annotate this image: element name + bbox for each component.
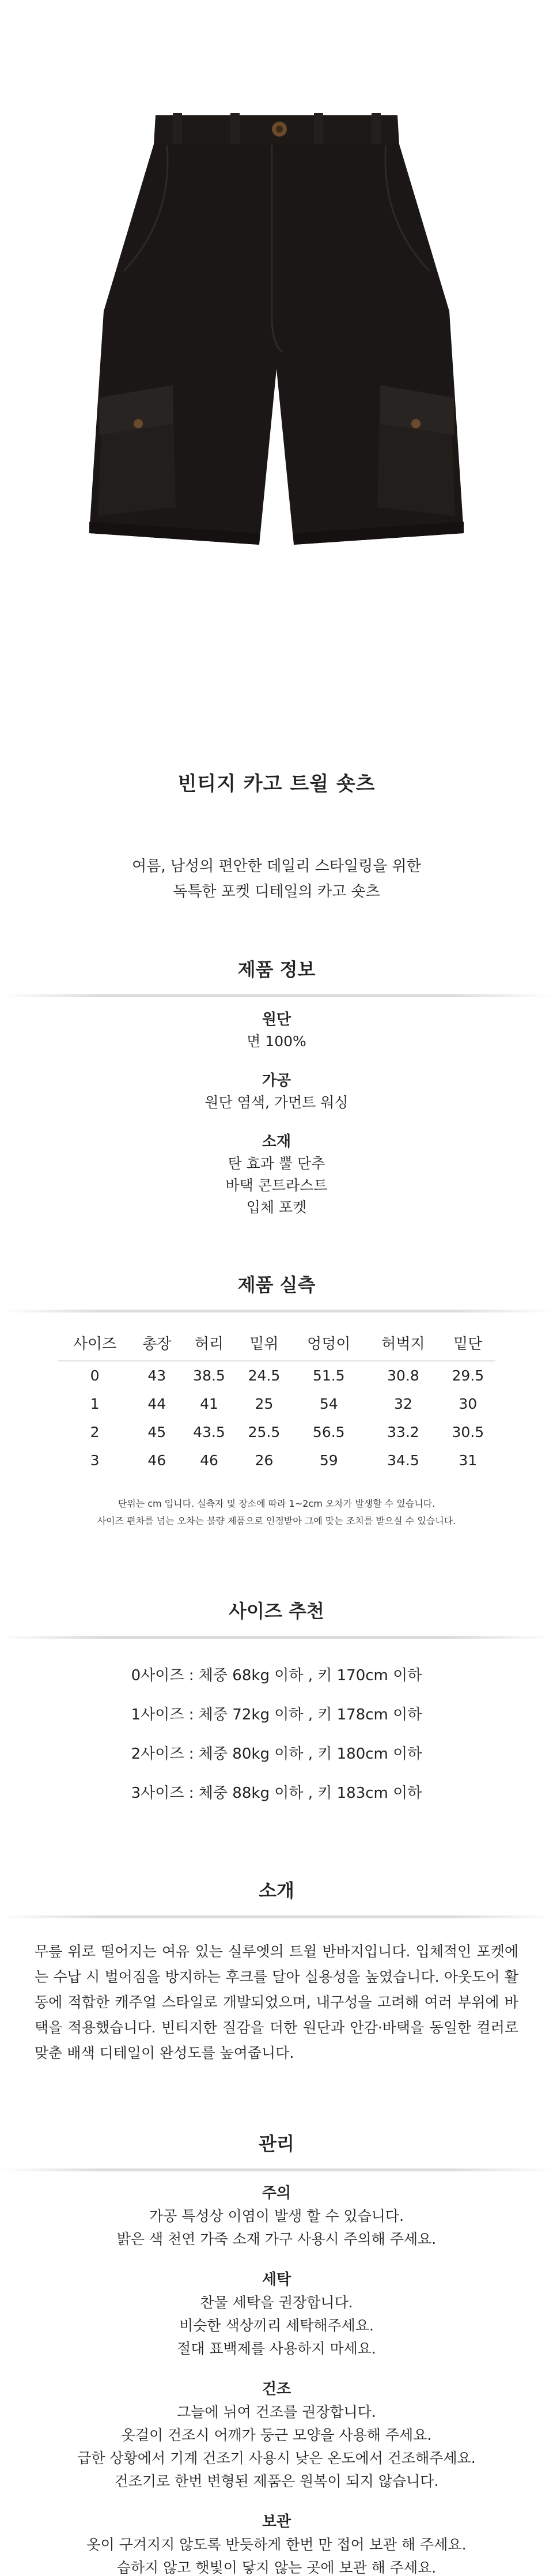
table-cell: 29.5 xyxy=(452,1367,484,1384)
size-table-header: 사이즈 xyxy=(73,1336,117,1353)
table-cell: 0 xyxy=(90,1367,100,1384)
spec-label: 원단 xyxy=(262,1011,291,1028)
table-cell: 34.5 xyxy=(387,1452,419,1469)
recommend-list xyxy=(0,1656,553,1813)
size-table-header: 허리 xyxy=(194,1336,224,1353)
care-line: 찬물 세탁을 권장합니다. xyxy=(200,2294,353,2311)
care-group-caution xyxy=(0,2182,553,2251)
product-description xyxy=(0,854,553,904)
table-cell: 25 xyxy=(255,1396,274,1412)
intro-text: 무릎 위로 떨어지는 여유 있는 실루엣의 트윌 반바지입니다. 입체적인 포켓에는 수납 시 벌어짐을 방지하는 후크를 달아 실용성을 높였습니다. 아웃도어 활동에 적합한 캐주얼 스타일로 개발되었으며, 내구성을 고려해 여러 부위에 바택을 적용했습니다. 빈티지한 질감을 더한 원단과 안감·바택을 동일한 컬러로 맞춘 배색 디테일이 완성도를 높여줍니다. xyxy=(35,1943,518,2061)
table-cell: 45 xyxy=(147,1424,166,1440)
intro-section-title: 소개 xyxy=(259,1880,294,1902)
product-hero xyxy=(0,0,553,726)
table-cell: 56.5 xyxy=(312,1424,345,1440)
care-line: 급한 상황에서 기계 건조기 사용시 낮은 온도에서 건조해주세요. xyxy=(77,2450,476,2466)
care-label: 보관 xyxy=(262,2513,291,2530)
product-description-line: 독특한 포켓 디테일의 카고 숏츠 xyxy=(173,883,380,900)
table-cell: 24.5 xyxy=(248,1367,281,1384)
section-divider xyxy=(0,1310,553,1312)
table-row xyxy=(58,1446,495,1474)
table-cell: 30 xyxy=(459,1396,478,1412)
product-title: 빈티지 카고 트윌 숏츠 xyxy=(177,772,376,795)
product-description-line: 여름, 남성의 편안한 데일리 스타일링을 위한 xyxy=(132,858,421,875)
care-line: 습하지 않고 햇빛이 닿지 않는 곳에 보관 해 주세요. xyxy=(116,2559,437,2576)
measure-note-line: 단위는 cm 입니다. 실측자 및 장소에 따라 1~2cm 오차가 발생할 수 있습니다. xyxy=(118,1498,435,1509)
spec-value: 탄 효과 뿔 단추 xyxy=(228,1155,325,1172)
table-cell: 3 xyxy=(90,1452,100,1469)
care-label: 건조 xyxy=(262,2381,291,2398)
table-cell: 26 xyxy=(255,1452,274,1469)
spec-value: 입체 포켓 xyxy=(246,1199,307,1216)
table-cell: 32 xyxy=(394,1396,412,1412)
recommend-section-title: 사이즈 추천 xyxy=(229,1600,324,1622)
table-cell: 59 xyxy=(319,1452,338,1469)
table-cell: 41 xyxy=(200,1396,218,1412)
care-label: 세탁 xyxy=(262,2271,291,2288)
table-cell: 33.2 xyxy=(387,1424,419,1440)
size-table-header: 총장 xyxy=(142,1336,172,1353)
table-cell: 25.5 xyxy=(248,1424,281,1440)
recommend-line: 1사이즈 : 체중 72kg 이하 , 키 178cm 이하 xyxy=(131,1706,422,1723)
measure-section-title: 제품 실측 xyxy=(237,1274,316,1296)
care-line: 밝은 색 천연 가죽 소재 가구 사용시 주의해 주세요. xyxy=(116,2231,437,2247)
recommend-line: 0사이즈 : 체중 68kg 이하 , 키 170cm 이하 xyxy=(131,1667,422,1684)
spec-section-title: 제품 정보 xyxy=(237,959,316,980)
spec-label: 소재 xyxy=(262,1133,291,1151)
care-section-title: 관리 xyxy=(259,2133,294,2155)
spec-value: 바택 콘트라스트 xyxy=(225,1177,328,1194)
cargo-shorts-image xyxy=(0,0,553,726)
section-divider xyxy=(0,2168,553,2171)
table-cell: 44 xyxy=(147,1396,166,1412)
section-divider xyxy=(0,1636,553,1639)
table-cell: 31 xyxy=(459,1452,478,1469)
table-cell: 30.8 xyxy=(387,1367,419,1384)
care-line: 그늘에 뉘여 건조를 권장합니다. xyxy=(177,2404,376,2420)
recommend-section xyxy=(0,1597,553,1813)
size-table xyxy=(58,1327,495,1474)
table-row xyxy=(58,1418,495,1446)
care-line: 건조기로 한번 변형된 제품은 원복이 되지 않습니다. xyxy=(114,2473,439,2490)
care-section xyxy=(0,2129,553,2576)
table-cell: 30.5 xyxy=(452,1424,484,1440)
spec-group-fabric xyxy=(0,1009,553,1053)
table-cell: 51.5 xyxy=(312,1367,345,1384)
care-line: 가공 특성상 이염이 발생 할 수 있습니다. xyxy=(149,2208,404,2224)
measure-note-line: 사이즈 편차를 넘는 오차는 불량 제품으로 인정받아 그에 맞는 조치를 받으실 수 있습니다. xyxy=(97,1515,456,1526)
care-label: 주의 xyxy=(262,2185,291,2202)
table-row xyxy=(58,1390,495,1418)
spec-group-material xyxy=(0,1131,553,1219)
table-row xyxy=(58,1361,495,1390)
care-line: 절대 표백제를 사용하지 마세요. xyxy=(177,2340,376,2357)
size-table-header: 허벅지 xyxy=(381,1336,425,1353)
spec-label: 가공 xyxy=(262,1072,291,1089)
table-cell: 2 xyxy=(90,1424,100,1440)
care-group-washing xyxy=(0,2268,553,2360)
table-cell: 1 xyxy=(90,1396,100,1412)
care-line: 옷이 구겨지지 않도록 반듯하게 한번 만 접어 보관 해 주세요. xyxy=(86,2536,467,2553)
spec-value: 면 100% xyxy=(247,1033,306,1050)
table-cell: 43 xyxy=(147,1367,166,1384)
table-cell: 54 xyxy=(319,1396,338,1412)
recommend-line: 2사이즈 : 체중 80kg 이하 , 키 180cm 이하 xyxy=(131,1745,422,1763)
size-table-header-row xyxy=(58,1327,495,1361)
care-line: 비슷한 색상끼리 세탁해주세요. xyxy=(179,2317,374,2334)
table-cell: 46 xyxy=(147,1452,166,1469)
size-table-header: 밑위 xyxy=(249,1336,279,1353)
spec-group-processing xyxy=(0,1070,553,1114)
section-divider xyxy=(0,994,553,997)
recommend-line: 3사이즈 : 체중 88kg 이하 , 키 183cm 이하 xyxy=(131,1785,422,1802)
intro-section xyxy=(0,1876,553,2066)
table-cell: 38.5 xyxy=(193,1367,225,1384)
table-cell: 46 xyxy=(200,1452,218,1469)
size-table-header: 밑단 xyxy=(453,1336,483,1353)
measure-notes xyxy=(0,1495,553,1530)
measure-section xyxy=(0,1270,553,1530)
care-group-storage xyxy=(0,2510,553,2576)
spec-value: 원단 염색, 가먼트 워싱 xyxy=(204,1094,349,1111)
care-line: 옷걸이 건조시 어깨가 둥근 모양을 사용해 주세요. xyxy=(121,2427,432,2443)
size-table-header: 엉덩이 xyxy=(307,1336,351,1353)
care-group-drying xyxy=(0,2378,553,2493)
section-divider xyxy=(0,1915,553,1918)
spec-section xyxy=(0,955,553,1219)
table-cell: 43.5 xyxy=(193,1424,225,1440)
